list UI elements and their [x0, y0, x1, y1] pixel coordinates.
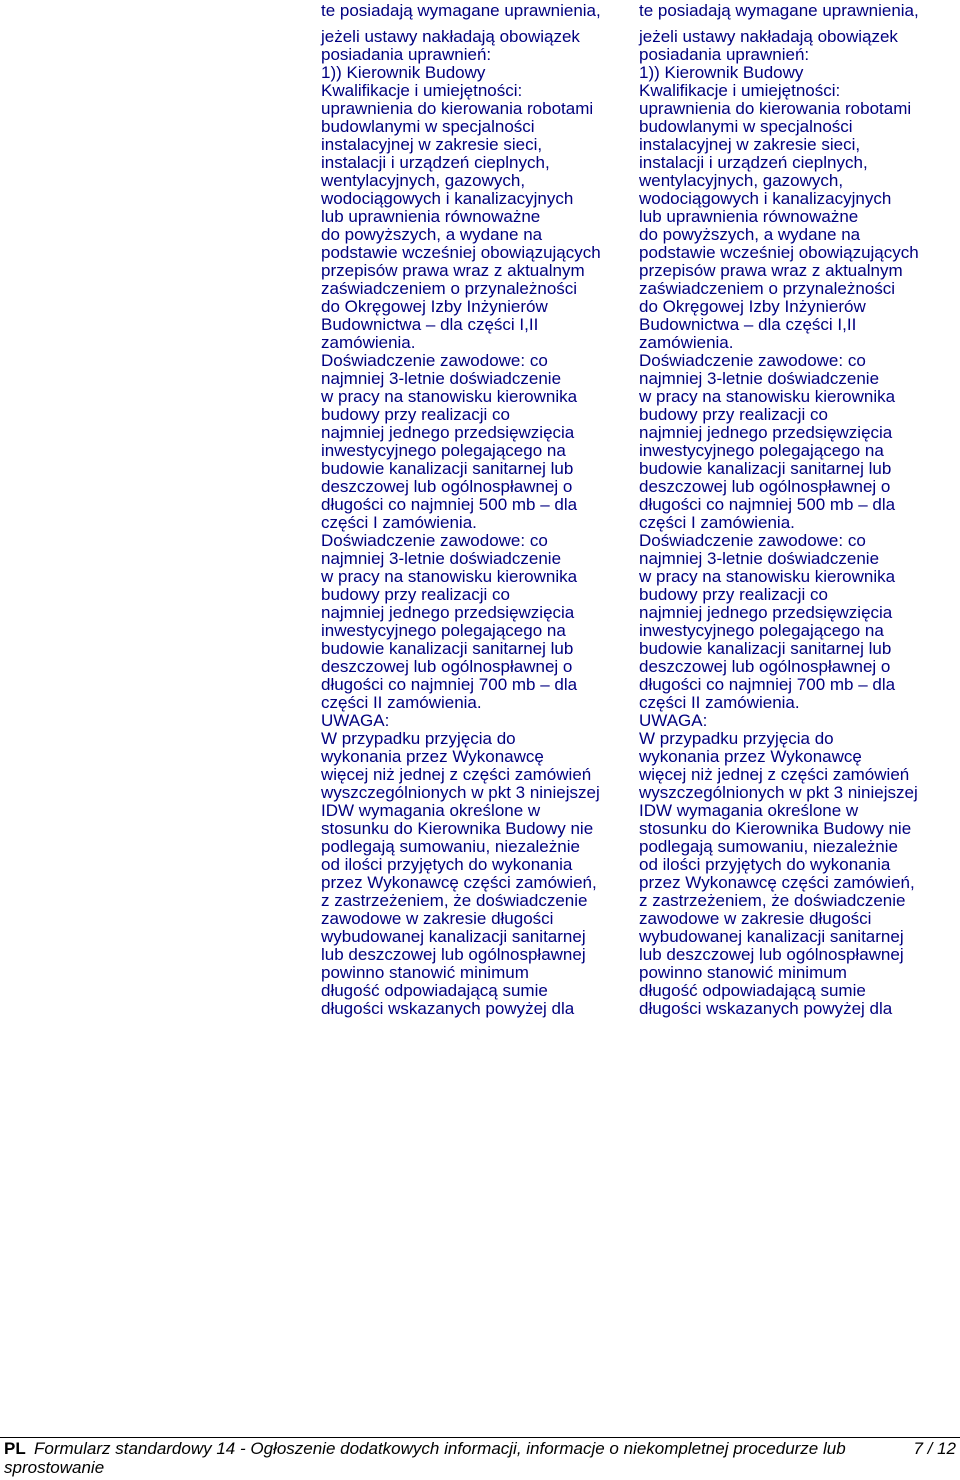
text-line: budowie kanalizacji sanitarnej lub	[321, 639, 574, 658]
text-line: jeżeli ustawy nakładają obowiązek	[639, 27, 898, 46]
text-line: więcej niż jednej z części zamówień	[639, 765, 910, 784]
text-line: długości wskazanych powyżej dla	[321, 999, 575, 1018]
footer-language-code: PL	[4, 1439, 26, 1458]
text-line: przepisów prawa wraz z aktualnym	[639, 261, 903, 280]
text-line: najmniej jednego przedsięwzięcia	[639, 603, 893, 622]
text-line: instalacji i urządzeń cieplnych,	[321, 153, 550, 172]
text-line: do Okręgowej Izby Inżynierów	[321, 297, 548, 316]
text-line: zamówienia.	[321, 333, 416, 352]
text-line: długość odpowiadającą sumie	[639, 981, 866, 1000]
text-line: w pracy na stanowisku kierownika	[639, 567, 896, 586]
text-column-correction	[639, 2, 919, 1018]
text-line: długości co najmniej 500 mb – dla	[639, 495, 896, 514]
page-footer	[0, 1437, 960, 1480]
text-line: stosunku do Kierownika Budowy nie	[639, 819, 912, 838]
text-line: przez Wykonawcę części zamówień,	[321, 873, 597, 892]
text-line: długości co najmniej 500 mb – dla	[321, 495, 578, 514]
text-line: przez Wykonawcę części zamówień,	[639, 873, 915, 892]
text-column-original	[321, 2, 601, 1018]
text-line: wybudowanej kanalizacji sanitarnej	[639, 927, 904, 946]
text-line: UWAGA:	[639, 711, 708, 730]
text-line: najmniej jednego przedsięwzięcia	[321, 423, 575, 442]
text-line: Budownictwa – dla części I,II	[321, 315, 539, 334]
text-line: najmniej 3-letnie doświadczenie	[639, 549, 880, 568]
text-line: wyszczególnionych w pkt 3 niniejszej	[321, 783, 600, 802]
text-line: wodociągowych i kanalizacyjnych	[321, 189, 574, 208]
text-line: Doświadczenie zawodowe: co	[639, 531, 866, 550]
text-line: wodociągowych i kanalizacyjnych	[639, 189, 892, 208]
text-line: deszczowej lub ogólnospławnej o	[321, 657, 573, 676]
footer-page-number: 7 / 12	[913, 1439, 956, 1458]
text-line: instalacyjnej w zakresie sieci,	[321, 135, 543, 154]
text-line: z zastrzeżeniem, że doświadczenie	[321, 891, 588, 910]
text-line: do Okręgowej Izby Inżynierów	[639, 297, 866, 316]
text-line: lub deszczowej lub ogólnospławnej	[321, 945, 586, 964]
text-line: wyszczególnionych w pkt 3 niniejszej	[639, 783, 918, 802]
text-line: zamówienia.	[639, 333, 734, 352]
text-line: budowie kanalizacji sanitarnej lub	[321, 459, 574, 478]
text-line: więcej niż jednej z części zamówień	[321, 765, 592, 784]
text-line: zawodowe w zakresie długości	[321, 909, 554, 928]
text-line: do powyższych, a wydane na	[321, 225, 543, 244]
text-line: uprawnienia do kierowania robotami	[321, 99, 594, 118]
text-line: części II zamówienia.	[321, 693, 482, 712]
text-line: 1)) Kierownik Budowy	[639, 63, 804, 82]
text-line: najmniej 3-letnie doświadczenie	[639, 369, 880, 388]
text-line: podstawie wcześniej obowiązujących	[639, 243, 919, 262]
text-line: posiadania uprawnień:	[321, 45, 492, 64]
text-line: budowie kanalizacji sanitarnej lub	[639, 639, 892, 658]
text-line: posiadania uprawnień:	[639, 45, 810, 64]
text-line: deszczowej lub ogólnospławnej o	[639, 657, 891, 676]
text-line: podstawie wcześniej obowiązujących	[321, 243, 601, 262]
text-line: długości co najmniej 700 mb – dla	[639, 675, 896, 694]
text-line: UWAGA:	[321, 711, 390, 730]
text-line: jeżeli ustawy nakładają obowiązek	[321, 27, 580, 46]
text-line: budowy przy realizacji co	[639, 585, 828, 604]
text-line: przepisów prawa wraz z aktualnym	[321, 261, 585, 280]
text-line: z zastrzeżeniem, że doświadczenie	[639, 891, 906, 910]
text-line: wykonania przez Wykonawcę	[321, 747, 544, 766]
text-line: podlegają sumowaniu, niezależnie	[639, 837, 898, 856]
text-line: lub uprawnienia równoważne	[321, 207, 541, 226]
text-line: budowlanymi w specjalności	[321, 117, 535, 136]
text-line: najmniej 3-letnie doświadczenie	[321, 369, 562, 388]
text-line: od ilości przyjętych do wykonania	[321, 855, 573, 874]
text-line: budowy przy realizacji co	[639, 405, 828, 424]
text-line: IDW wymagania określone w	[321, 801, 541, 820]
text-line: inwestycyjnego polegającego na	[321, 441, 566, 460]
text-line: długość odpowiadającą sumie	[321, 981, 548, 1000]
text-line: części I zamówienia.	[639, 513, 795, 532]
text-line: uprawnienia do kierowania robotami	[639, 99, 912, 118]
text-line: budowlanymi w specjalności	[639, 117, 853, 136]
text-line: lub uprawnienia równoważne	[639, 207, 859, 226]
text-line: najmniej jednego przedsięwzięcia	[321, 603, 575, 622]
text-line: IDW wymagania określone w	[639, 801, 859, 820]
text-line: najmniej jednego przedsięwzięcia	[639, 423, 893, 442]
text-line: inwestycyjnego polegającego na	[321, 621, 566, 640]
text-line: budowie kanalizacji sanitarnej lub	[639, 459, 892, 478]
text-line: do powyższych, a wydane na	[639, 225, 861, 244]
text-line: długości co najmniej 700 mb – dla	[321, 675, 578, 694]
text-line: w pracy na stanowisku kierownika	[639, 387, 896, 406]
text-line: powinno stanowić minimum	[639, 963, 847, 982]
text-line: wentylacyjnych, gazowych,	[321, 171, 526, 190]
text-line: części I zamówienia.	[321, 513, 477, 532]
text-line: instalacyjnej w zakresie sieci,	[639, 135, 861, 154]
text-line: te posiadają wymagane uprawnienia,	[321, 1, 601, 20]
text-line: W przypadku przyjęcia do	[639, 729, 834, 748]
text-line: Budownictwa – dla części I,II	[639, 315, 857, 334]
text-line: zawodowe w zakresie długości	[639, 909, 872, 928]
text-line: stosunku do Kierownika Budowy nie	[321, 819, 594, 838]
text-line: te posiadają wymagane uprawnienia,	[639, 1, 919, 20]
footer-form-title: Formularz standardowy 14 - Ogłoszenie dodatkowych informacji, informacje o niekompletnej procedurze lub sprostowanie	[4, 1439, 846, 1477]
text-line: deszczowej lub ogólnospławnej o	[639, 477, 891, 496]
text-line: instalacji i urządzeń cieplnych,	[639, 153, 868, 172]
text-line: 1)) Kierownik Budowy	[321, 63, 486, 82]
text-line: inwestycyjnego polegającego na	[639, 441, 884, 460]
text-line: W przypadku przyjęcia do	[321, 729, 516, 748]
text-line: wentylacyjnych, gazowych,	[639, 171, 844, 190]
text-line: budowy przy realizacji co	[321, 405, 510, 424]
text-line: lub deszczowej lub ogólnospławnej	[639, 945, 904, 964]
text-line: Doświadczenie zawodowe: co	[321, 531, 548, 550]
text-line: wykonania przez Wykonawcę	[639, 747, 862, 766]
text-line: budowy przy realizacji co	[321, 585, 510, 604]
text-line: deszczowej lub ogólnospławnej o	[321, 477, 573, 496]
text-line: inwestycyjnego polegającego na	[639, 621, 884, 640]
text-line: Kwalifikacje i umiejętności:	[321, 81, 523, 100]
text-line: w pracy na stanowisku kierownika	[321, 567, 578, 586]
text-line: najmniej 3-letnie doświadczenie	[321, 549, 562, 568]
text-line: zaświadczeniem o przynależności	[639, 279, 896, 298]
text-line: wybudowanej kanalizacji sanitarnej	[321, 927, 586, 946]
text-line: powinno stanowić minimum	[321, 963, 529, 982]
text-line: od ilości przyjętych do wykonania	[639, 855, 891, 874]
text-line: Doświadczenie zawodowe: co	[321, 351, 548, 370]
text-line: długości wskazanych powyżej dla	[639, 999, 893, 1018]
text-line: Doświadczenie zawodowe: co	[639, 351, 866, 370]
text-line: zaświadczeniem o przynależności	[321, 279, 578, 298]
text-line: części II zamówienia.	[639, 693, 800, 712]
text-line: Kwalifikacje i umiejętności:	[639, 81, 841, 100]
text-line: w pracy na stanowisku kierownika	[321, 387, 578, 406]
text-line: podlegają sumowaniu, niezależnie	[321, 837, 580, 856]
